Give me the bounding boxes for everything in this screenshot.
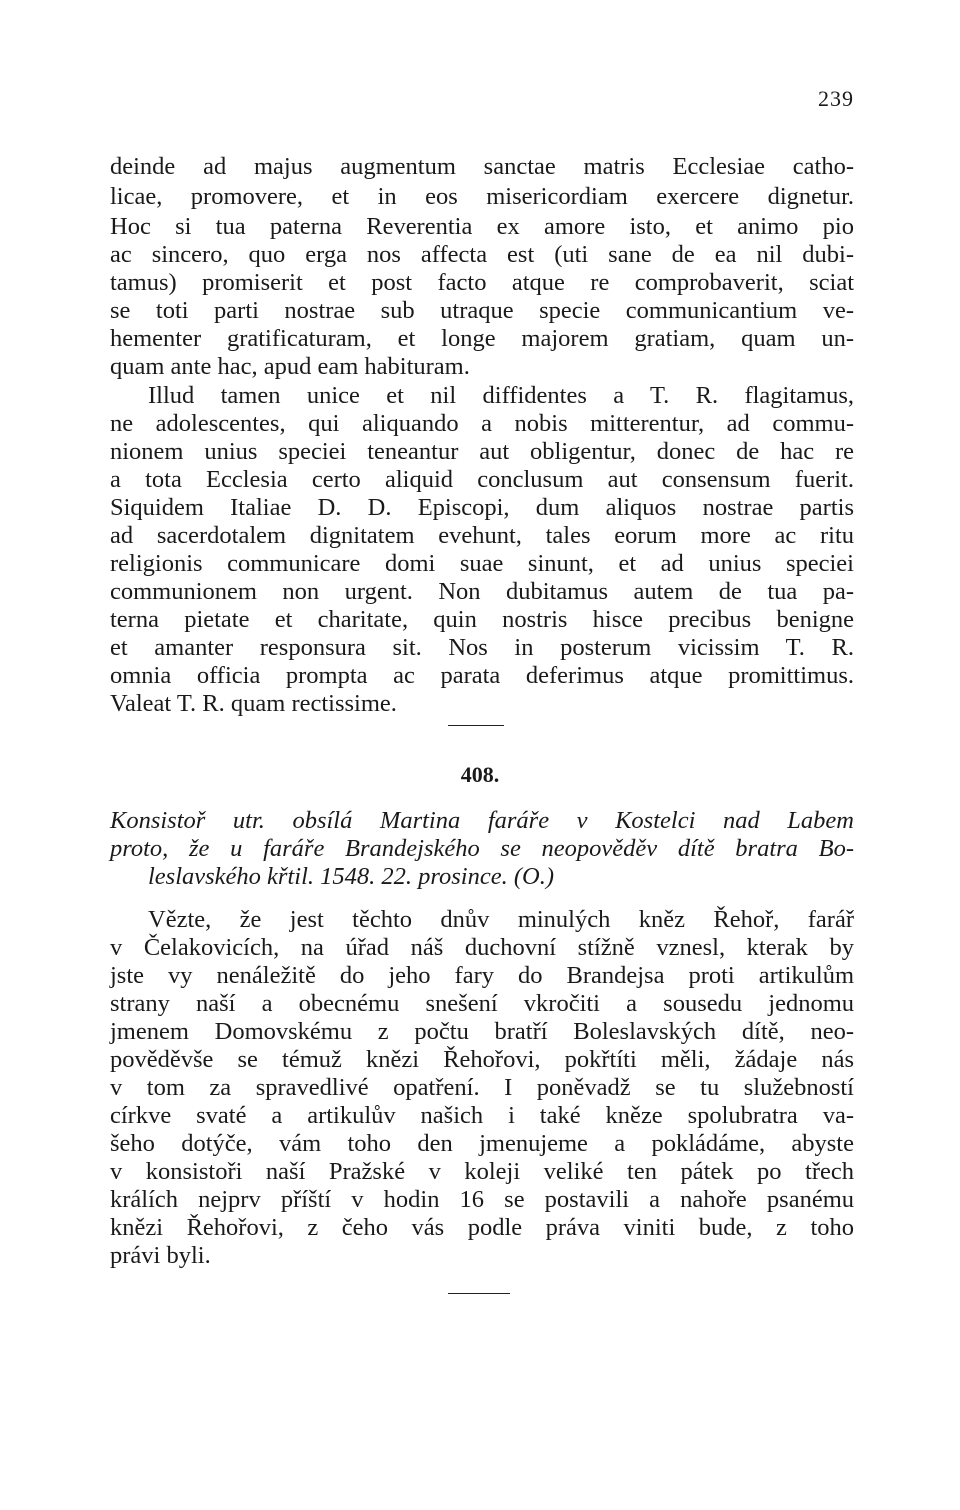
text-line: communionem non urgent. Non dubitamus autem de tua pa- xyxy=(110,578,854,605)
text-line: deinde ad majus augmentum sanctae matris Ecclesiae catho- xyxy=(110,153,854,180)
text-line: tamus) promiserit et post facto atque re comprobaverit, sciat xyxy=(110,269,854,296)
text-line: jste vy nenáležitě do jeho fary do Brandejsa proti artikulům xyxy=(110,962,854,989)
text-line: se toti parti nostrae sub utraque specie communicantium ve- xyxy=(110,297,854,324)
text-line: Hoc si tua paterna Reverentia ex amore isto, et animo pio xyxy=(110,213,854,240)
document-number: 408. xyxy=(460,762,500,787)
page-number: 239 xyxy=(818,86,854,111)
text-line: králích nejprv příští v hodin 16 se postavili a nahoře psanému xyxy=(110,1186,854,1213)
text-line: et amanter responsura sit. Nos in posterum vicissim T. R. xyxy=(110,634,854,661)
text-line: Illud tamen unice et nil diffidentes a T. R. flagitamus, xyxy=(148,382,854,409)
text-line: Valeat T. R. quam rectissime. xyxy=(110,690,397,717)
text-line: šeho dotýče, vám toho den jmenujeme a pokládáme, abyste xyxy=(110,1130,854,1157)
text-line: knězi Řehořovi, z čeho vás podle práva viniti bude, z toho xyxy=(110,1214,854,1241)
heading-line: proto, že u faráře Brandejského se neopověděv dítě bratra Bo- xyxy=(110,835,854,862)
heading-line: Konsistoř utr. obsílá Martina faráře v Kostelci nad Labem xyxy=(110,807,854,834)
text-line: v konsistoři naší Pražské v koleji veliké ten pátek po třech xyxy=(110,1158,854,1185)
text-line: omnia officia prompta ac parata deferimus atque promittimus. xyxy=(110,662,854,689)
text-line: Siquidem Italiae D. D. Episcopi, dum aliquos nostrae partis xyxy=(110,494,854,521)
text-line: pověděvše se témuž knězi Řehořovi, pokřtíti měli, žádaje nás xyxy=(110,1046,854,1073)
text-line: Vězte, že jest těchto dnův minulých kněz Řehoř, farář xyxy=(148,906,854,933)
text-line: jmenem Domovskému z počtu bratří Boleslavských dítě, neo- xyxy=(110,1018,854,1045)
section-divider xyxy=(448,725,504,726)
text-line: nionem unius speciei teneantur aut obligentur, donec de hac re xyxy=(110,438,854,465)
text-line: ad sacerdotalem dignitatem evehunt, tales eorum more ac ritu xyxy=(110,522,854,549)
end-divider xyxy=(448,1293,510,1294)
text-line: právi byli. xyxy=(110,1242,211,1269)
text-line: v tom za spravedlivé opatření. I poněvadž se tu služebností xyxy=(110,1074,854,1101)
text-line: ne adolescentes, qui aliquando a nobis mitterentur, ad commu- xyxy=(110,410,854,437)
text-line: ac sincero, quo erga nos affecta est (uti sane de ea nil dubi- xyxy=(110,241,854,268)
heading-line: leslavského křtil. 1548. 22. prosince. (O.) xyxy=(148,863,554,890)
text-line: religionis communicare domi suae sinunt, et ad unius speciei xyxy=(110,550,854,577)
text-line: quam ante hac, apud eam habituram. xyxy=(110,353,470,380)
text-line: a tota Ecclesia certo aliquid conclusum aut consensum fuerit. xyxy=(110,466,854,493)
text-line: církve svaté a artikulův našich i také kněze spolubratra va- xyxy=(110,1102,854,1129)
text-line: v Čelakovicích, na úřad náš duchovní stížně vznesl, kterak by xyxy=(110,934,854,961)
text-line: hementer gratificaturam, et longe majorem gratiam, quam un- xyxy=(110,325,854,352)
text-line: strany naší a obecnému snešení vkročiti a sousedu jednomu xyxy=(110,990,854,1017)
text-line: terna pietate et charitate, quin nostris hisce precibus benigne xyxy=(110,606,854,633)
text-line: licae, promovere, et in eos misericordiam exercere dignetur. xyxy=(110,183,854,210)
